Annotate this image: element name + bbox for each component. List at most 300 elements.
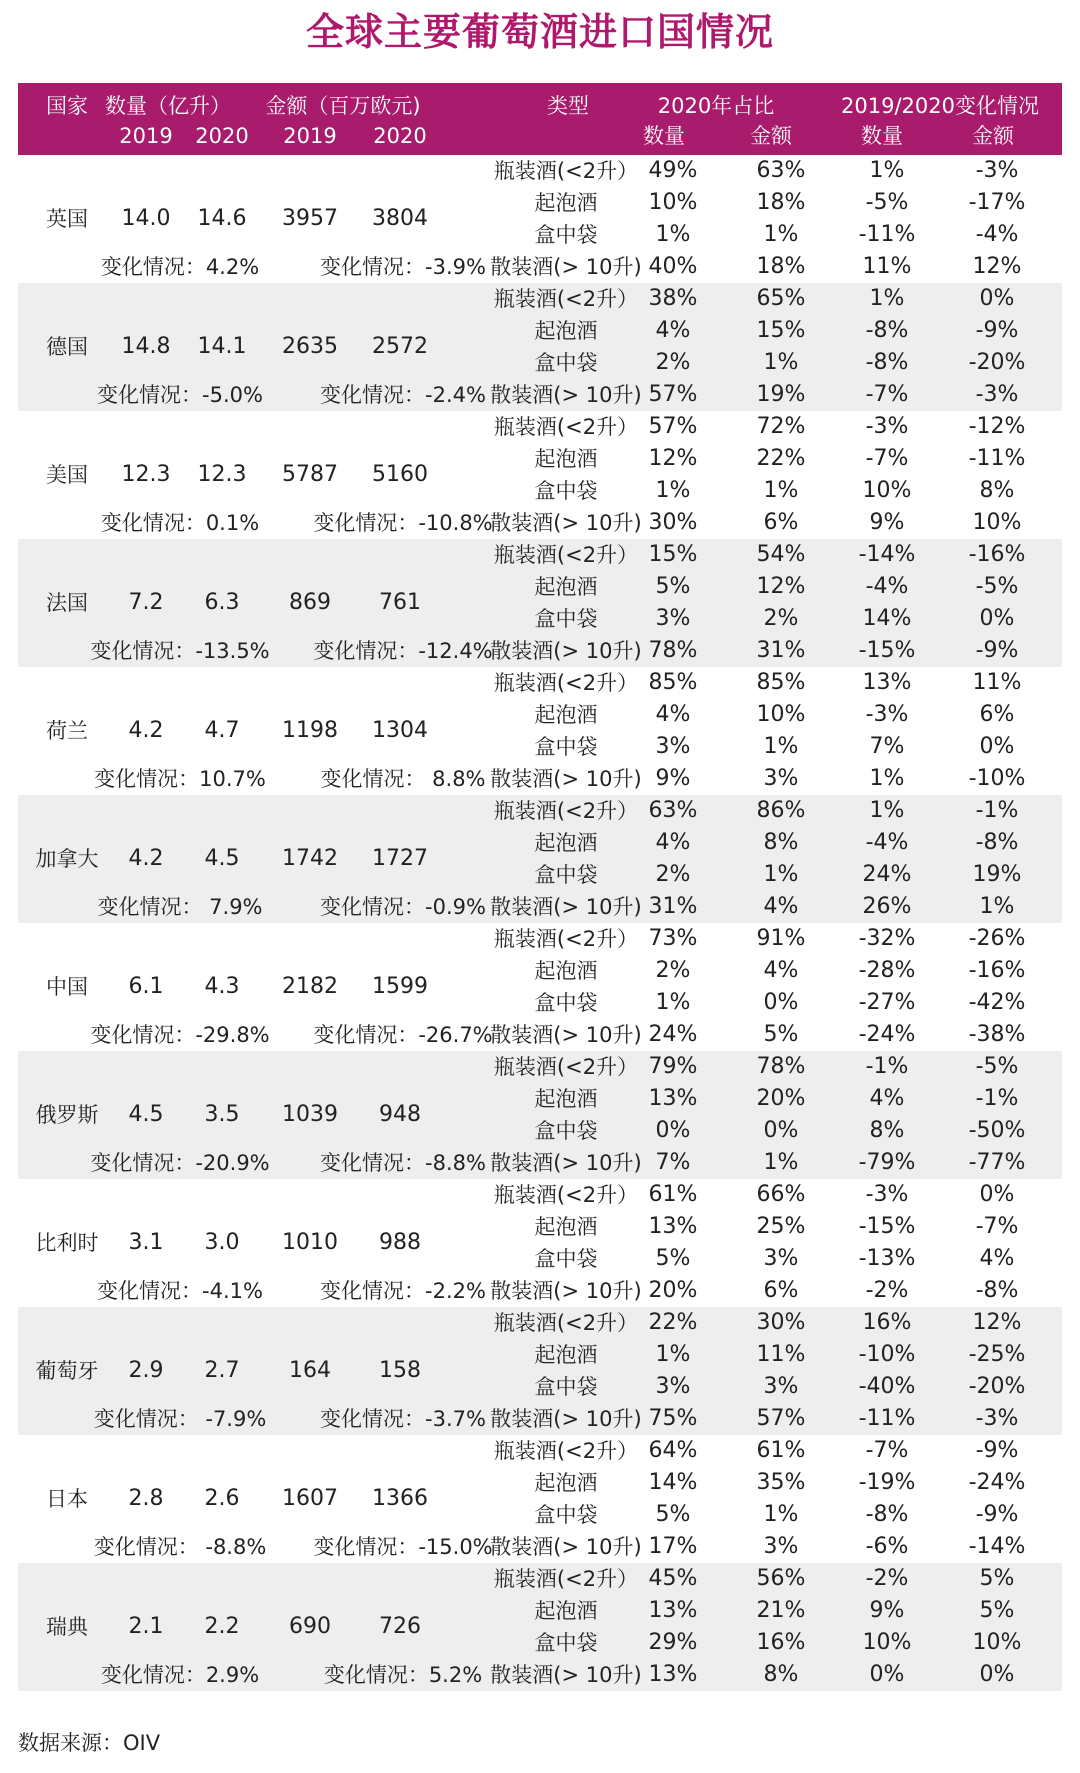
- country-name: 德国: [46, 335, 88, 359]
- wine-type: 起泡酒: [534, 1087, 598, 1111]
- volume-2019: 3.1: [128, 1230, 164, 1255]
- share-value: 3%: [763, 766, 799, 791]
- header-type: 类型: [547, 94, 589, 118]
- change-volume: -3%: [865, 1182, 909, 1207]
- change-value: -4%: [975, 222, 1019, 247]
- volume-change: 变化情况：-13.5%: [90, 639, 270, 663]
- share-volume: 14%: [648, 1470, 698, 1495]
- wine-type: 盒中袋: [534, 1503, 598, 1527]
- change-value: -24%: [968, 1470, 1026, 1495]
- share-volume: 13%: [648, 1662, 698, 1687]
- change-value: -9%: [975, 1438, 1019, 1463]
- share-value: 61%: [756, 1438, 806, 1463]
- value-2019: 2182: [282, 974, 338, 999]
- change-value: 19%: [972, 862, 1022, 887]
- table-body: [18, 155, 1062, 1691]
- share-volume: 63%: [648, 798, 698, 823]
- country-block: [18, 155, 1062, 283]
- share-value: 5%: [763, 1022, 799, 1047]
- share-volume: 5%: [655, 1246, 691, 1271]
- change-value: -16%: [968, 542, 1026, 567]
- country-name: 比利时: [35, 1231, 99, 1255]
- wine-type: 散装酒(> 10升): [490, 767, 642, 791]
- share-volume: 30%: [648, 510, 698, 535]
- header-value-2020: 2020: [373, 124, 427, 148]
- change-volume: 10%: [862, 1630, 912, 1655]
- change-value: -9%: [975, 1502, 1019, 1527]
- change-value: -16%: [968, 958, 1026, 983]
- share-value: 65%: [756, 286, 806, 311]
- wine-type: 起泡酒: [534, 319, 598, 343]
- wine-type: 瓶装酒(<2升）: [493, 927, 639, 951]
- share-volume: 17%: [648, 1534, 698, 1559]
- share-value: 16%: [756, 1630, 806, 1655]
- wine-type: 瓶装酒(<2升）: [493, 1055, 639, 1079]
- change-volume: -8%: [865, 318, 909, 343]
- wine-type: 散装酒(> 10升): [490, 1151, 642, 1175]
- change-value: -3%: [975, 158, 1019, 183]
- change-value: 0%: [979, 606, 1015, 631]
- change-volume: 0%: [869, 1662, 905, 1687]
- country-name: 瑞典: [46, 1615, 88, 1639]
- volume-2020: 2.2: [204, 1614, 240, 1639]
- value-2020: 158: [379, 1358, 421, 1383]
- change-value: 12%: [972, 1310, 1022, 1335]
- value-2020: 5160: [372, 462, 428, 487]
- share-value: 21%: [756, 1598, 806, 1623]
- value-2020: 3804: [372, 206, 428, 231]
- change-volume: -2%: [865, 1278, 909, 1303]
- change-volume: 13%: [862, 670, 912, 695]
- change-volume: 4%: [869, 1086, 905, 1111]
- share-volume: 75%: [648, 1406, 698, 1431]
- change-volume: -28%: [858, 958, 916, 983]
- header-share-value: 金额: [750, 124, 792, 148]
- volume-change: 变化情况： 7.9%: [97, 895, 263, 919]
- share-volume: 73%: [648, 926, 698, 951]
- share-value: 85%: [756, 670, 806, 695]
- change-value: 6%: [979, 702, 1015, 727]
- volume-2020: 4.7: [204, 718, 240, 743]
- share-volume: 13%: [648, 1086, 698, 1111]
- wine-type: 散装酒(> 10升): [490, 511, 642, 535]
- share-volume: 13%: [648, 1214, 698, 1239]
- wine-type: 瓶装酒(<2升）: [493, 1183, 639, 1207]
- value-2020: 761: [379, 590, 421, 615]
- share-value: 8%: [763, 1662, 799, 1687]
- share-volume: 40%: [648, 254, 698, 279]
- share-value: 8%: [763, 830, 799, 855]
- change-volume: -19%: [858, 1470, 916, 1495]
- share-volume: 0%: [655, 1118, 691, 1143]
- value-change: 变化情况：-12.4%: [313, 639, 493, 663]
- value-2019: 2635: [282, 334, 338, 359]
- value-change: 变化情况：-26.7%: [313, 1023, 493, 1047]
- share-volume: 61%: [648, 1182, 698, 1207]
- wine-type: 散装酒(> 10升): [490, 1663, 642, 1687]
- change-value: 0%: [979, 1662, 1015, 1687]
- value-2020: 2572: [372, 334, 428, 359]
- header-value: 金额（百万欧元): [265, 94, 421, 118]
- change-volume: 9%: [869, 510, 905, 535]
- wine-type: 起泡酒: [534, 831, 598, 855]
- country-name: 荷兰: [46, 719, 88, 743]
- share-value: 11%: [756, 1342, 806, 1367]
- share-value: 20%: [756, 1086, 806, 1111]
- change-volume: 9%: [869, 1598, 905, 1623]
- share-volume: 4%: [655, 702, 691, 727]
- volume-change: 变化情况：0.1%: [100, 511, 260, 535]
- page-title: 全球主要葡萄酒进口国情况: [305, 10, 774, 54]
- change-volume: 10%: [862, 478, 912, 503]
- wine-type: 瓶装酒(<2升）: [493, 543, 639, 567]
- change-value: -9%: [975, 318, 1019, 343]
- volume-2020: 3.5: [204, 1102, 240, 1127]
- volume-change: 变化情况：-5.0%: [97, 383, 263, 407]
- share-value: 57%: [756, 1406, 806, 1431]
- change-volume: -7%: [865, 1438, 909, 1463]
- change-volume: -8%: [865, 1502, 909, 1527]
- wine-type: 散装酒(> 10升): [490, 1023, 642, 1047]
- volume-2020: 12.3: [197, 462, 247, 487]
- share-volume: 57%: [648, 382, 698, 407]
- volume-2020: 6.3: [204, 590, 240, 615]
- value-2019: 5787: [282, 462, 338, 487]
- value-change: 变化情况：-2.4%: [320, 383, 486, 407]
- change-value: -8%: [975, 830, 1019, 855]
- volume-2019: 2.9: [128, 1358, 164, 1383]
- country-block: [18, 411, 1062, 539]
- change-volume: 1%: [869, 798, 905, 823]
- share-volume: 10%: [648, 190, 698, 215]
- share-value: 18%: [756, 190, 806, 215]
- change-value: -50%: [968, 1118, 1026, 1143]
- wine-type: 散装酒(> 10升): [490, 255, 642, 279]
- share-value: 12%: [756, 574, 806, 599]
- header-change-value: 金额: [972, 124, 1014, 148]
- value-change: 变化情况：-10.8%: [313, 511, 493, 535]
- country-name: 日本: [46, 1487, 88, 1511]
- value-2020: 948: [379, 1102, 421, 1127]
- change-value: 11%: [972, 670, 1022, 695]
- change-value: -8%: [975, 1278, 1019, 1303]
- volume-change: 变化情况：4.2%: [100, 255, 260, 279]
- change-volume: 1%: [869, 766, 905, 791]
- change-value: 5%: [979, 1598, 1015, 1623]
- share-value: 1%: [763, 350, 799, 375]
- volume-2020: 3.0: [204, 1230, 240, 1255]
- value-2019: 3957: [282, 206, 338, 231]
- change-volume: 1%: [869, 286, 905, 311]
- share-volume: 7%: [655, 1150, 691, 1175]
- country-block: [18, 1179, 1062, 1307]
- country-block: [18, 1435, 1062, 1563]
- share-volume: 5%: [655, 574, 691, 599]
- share-volume: 3%: [655, 1374, 691, 1399]
- wine-type: 起泡酒: [534, 1471, 598, 1495]
- share-value: 54%: [756, 542, 806, 567]
- change-value: -7%: [975, 1214, 1019, 1239]
- change-value: -25%: [968, 1342, 1026, 1367]
- change-volume: 16%: [862, 1310, 912, 1335]
- share-volume: 2%: [655, 350, 691, 375]
- share-volume: 9%: [655, 766, 691, 791]
- change-volume: -4%: [865, 574, 909, 599]
- change-volume: -3%: [865, 702, 909, 727]
- change-volume: -24%: [858, 1022, 916, 1047]
- share-value: 35%: [756, 1470, 806, 1495]
- change-volume: -8%: [865, 350, 909, 375]
- country-name: 葡萄牙: [35, 1359, 99, 1383]
- share-volume: 20%: [648, 1278, 698, 1303]
- change-volume: -15%: [858, 638, 916, 663]
- change-value: 1%: [979, 894, 1015, 919]
- share-value: 91%: [756, 926, 806, 951]
- volume-2020: 14.6: [197, 206, 247, 231]
- volume-change: 变化情况：-20.9%: [90, 1151, 270, 1175]
- change-volume: -7%: [865, 382, 909, 407]
- change-value: -3%: [975, 1406, 1019, 1431]
- change-volume: -3%: [865, 414, 909, 439]
- value-2020: 1304: [372, 718, 428, 743]
- share-value: 4%: [763, 894, 799, 919]
- change-volume: -11%: [858, 222, 916, 247]
- wine-type: 瓶装酒(<2升）: [493, 287, 639, 311]
- change-volume: -15%: [858, 1214, 916, 1239]
- change-volume: 8%: [869, 1118, 905, 1143]
- share-volume: 1%: [655, 1342, 691, 1367]
- value-2019: 690: [289, 1614, 331, 1639]
- volume-2019: 12.3: [121, 462, 171, 487]
- share-volume: 2%: [655, 958, 691, 983]
- wine-type: 散装酒(> 10升): [490, 1535, 642, 1559]
- country-name: 美国: [46, 463, 88, 487]
- wine-type: 盒中袋: [534, 607, 598, 631]
- volume-2019: 4.2: [128, 846, 164, 871]
- share-volume: 1%: [655, 990, 691, 1015]
- change-value: 5%: [979, 1566, 1015, 1591]
- value-2020: 726: [379, 1614, 421, 1639]
- change-volume: -40%: [858, 1374, 916, 1399]
- change-value: -38%: [968, 1022, 1026, 1047]
- change-value: -42%: [968, 990, 1026, 1015]
- change-value: 0%: [979, 286, 1015, 311]
- share-value: 66%: [756, 1182, 806, 1207]
- share-value: 1%: [763, 478, 799, 503]
- wine-type: 盒中袋: [534, 863, 598, 887]
- wine-type: 起泡酒: [534, 703, 598, 727]
- volume-change: 变化情况：-29.8%: [90, 1023, 270, 1047]
- country-name: 加拿大: [35, 847, 99, 871]
- share-volume: 13%: [648, 1598, 698, 1623]
- share-volume: 57%: [648, 414, 698, 439]
- header-volume-2020: 2020: [195, 124, 249, 148]
- share-value: 25%: [756, 1214, 806, 1239]
- wine-type: 散装酒(> 10升): [490, 895, 642, 919]
- change-volume: -13%: [858, 1246, 916, 1271]
- wine-type: 散装酒(> 10升): [490, 1279, 642, 1303]
- wine-type: 瓶装酒(<2升）: [493, 1311, 639, 1335]
- change-value: -77%: [968, 1150, 1026, 1175]
- value-2019: 164: [289, 1358, 331, 1383]
- change-value: -20%: [968, 1374, 1026, 1399]
- share-value: 3%: [763, 1246, 799, 1271]
- change-value: -9%: [975, 638, 1019, 663]
- wine-type: 散装酒(> 10升): [490, 639, 642, 663]
- volume-2019: 2.1: [128, 1614, 164, 1639]
- wine-type: 盒中袋: [534, 479, 598, 503]
- country-block: [18, 923, 1062, 1051]
- share-volume: 5%: [655, 1502, 691, 1527]
- wine-type: 盒中袋: [534, 351, 598, 375]
- share-value: 86%: [756, 798, 806, 823]
- value-change: 变化情况：-0.9%: [320, 895, 486, 919]
- value-2019: 869: [289, 590, 331, 615]
- header-share: 2020年占比: [657, 94, 775, 118]
- share-volume: 1%: [655, 478, 691, 503]
- share-value: 31%: [756, 638, 806, 663]
- share-volume: 3%: [655, 734, 691, 759]
- value-2019: 1198: [282, 718, 338, 743]
- wine-type: 散装酒(> 10升): [490, 1407, 642, 1431]
- volume-2020: 14.1: [197, 334, 247, 359]
- wine-type: 起泡酒: [534, 959, 598, 983]
- value-2019: 1742: [282, 846, 338, 871]
- share-volume: 29%: [648, 1630, 698, 1655]
- change-volume: 11%: [862, 254, 912, 279]
- change-volume: 7%: [869, 734, 905, 759]
- change-value: 0%: [979, 1182, 1015, 1207]
- share-value: 63%: [756, 158, 806, 183]
- volume-change: 变化情况：10.7%: [94, 767, 266, 791]
- share-value: 10%: [756, 702, 806, 727]
- share-value: 30%: [756, 1310, 806, 1335]
- wine-type: 盒中袋: [534, 1119, 598, 1143]
- value-change: 变化情况：-3.7%: [320, 1407, 486, 1431]
- change-value: -14%: [968, 1534, 1026, 1559]
- value-change: 变化情况：-3.9%: [320, 255, 486, 279]
- volume-2020: 2.6: [204, 1486, 240, 1511]
- share-volume: 12%: [648, 446, 698, 471]
- share-volume: 38%: [648, 286, 698, 311]
- share-volume: 78%: [648, 638, 698, 663]
- country-block: [18, 1307, 1062, 1435]
- share-value: 1%: [763, 1502, 799, 1527]
- wine-type: 瓶装酒(<2升）: [493, 799, 639, 823]
- share-volume: 85%: [648, 670, 698, 695]
- volume-2019: 6.1: [128, 974, 164, 999]
- change-volume: -1%: [865, 1054, 909, 1079]
- change-volume: -5%: [865, 190, 909, 215]
- share-volume: 79%: [648, 1054, 698, 1079]
- wine-type: 盒中袋: [534, 735, 598, 759]
- change-volume: -27%: [858, 990, 916, 1015]
- share-volume: 1%: [655, 222, 691, 247]
- share-value: 1%: [763, 734, 799, 759]
- volume-2019: 4.5: [128, 1102, 164, 1127]
- change-value: 0%: [979, 734, 1015, 759]
- change-value: -5%: [975, 574, 1019, 599]
- share-value: 1%: [763, 1150, 799, 1175]
- change-value: -11%: [968, 446, 1026, 471]
- volume-2019: 14.0: [121, 206, 171, 231]
- share-value: 3%: [763, 1534, 799, 1559]
- wine-type: 瓶装酒(<2升）: [493, 415, 639, 439]
- change-value: -5%: [975, 1054, 1019, 1079]
- change-value: -10%: [968, 766, 1026, 791]
- volume-2019: 14.8: [121, 334, 171, 359]
- wine-type: 盒中袋: [534, 1631, 598, 1655]
- header-change: 2019/2020变化情况: [841, 94, 1039, 118]
- share-value: 18%: [756, 254, 806, 279]
- change-value: 10%: [972, 510, 1022, 535]
- volume-change: 变化情况：2.9%: [100, 1663, 260, 1687]
- wine-type: 瓶装酒(<2升）: [493, 1567, 639, 1591]
- share-value: 15%: [756, 318, 806, 343]
- change-volume: -79%: [858, 1150, 916, 1175]
- wine-type: 盒中袋: [534, 991, 598, 1015]
- change-value: -12%: [968, 414, 1026, 439]
- share-volume: 24%: [648, 1022, 698, 1047]
- wine-type: 散装酒(> 10升): [490, 383, 642, 407]
- wine-type: 盒中袋: [534, 1247, 598, 1271]
- change-volume: -14%: [858, 542, 916, 567]
- value-change: 变化情况： 8.8%: [320, 767, 486, 791]
- value-2020: 1366: [372, 1486, 428, 1511]
- share-volume: 4%: [655, 318, 691, 343]
- change-volume: -6%: [865, 1534, 909, 1559]
- share-volume: 2%: [655, 862, 691, 887]
- wine-type: 起泡酒: [534, 447, 598, 471]
- header-country: 国家: [46, 94, 88, 118]
- share-volume: 64%: [648, 1438, 698, 1463]
- wine-type: 盒中袋: [534, 223, 598, 247]
- change-volume: 1%: [869, 158, 905, 183]
- change-volume: 26%: [862, 894, 912, 919]
- share-value: 3%: [763, 1374, 799, 1399]
- change-value: -1%: [975, 798, 1019, 823]
- volume-2019: 2.8: [128, 1486, 164, 1511]
- share-value: 22%: [756, 446, 806, 471]
- value-change: 变化情况：-8.8%: [320, 1151, 486, 1175]
- change-volume: -32%: [858, 926, 916, 951]
- change-volume: -10%: [858, 1342, 916, 1367]
- share-volume: 49%: [648, 158, 698, 183]
- share-value: 19%: [756, 382, 806, 407]
- share-value: 0%: [763, 1118, 799, 1143]
- change-value: 10%: [972, 1630, 1022, 1655]
- volume-change: 变化情况： -8.8%: [93, 1535, 267, 1559]
- share-volume: 3%: [655, 606, 691, 631]
- change-volume: 24%: [862, 862, 912, 887]
- header-volume-2019: 2019: [119, 124, 173, 148]
- volume-2019: 4.2: [128, 718, 164, 743]
- share-value: 6%: [763, 1278, 799, 1303]
- share-volume: 31%: [648, 894, 698, 919]
- share-value: 1%: [763, 222, 799, 247]
- share-value: 4%: [763, 958, 799, 983]
- country-name: 中国: [46, 975, 88, 999]
- wine-type: 瓶装酒(<2升）: [493, 671, 639, 695]
- value-change: 变化情况：5.2%: [323, 1663, 483, 1687]
- volume-2019: 7.2: [128, 590, 164, 615]
- country-block: [18, 795, 1062, 923]
- country-name: 英国: [46, 207, 88, 231]
- country-block: [18, 283, 1062, 411]
- header-volume: 数量（亿升）: [105, 94, 231, 118]
- change-value: -3%: [975, 382, 1019, 407]
- value-2020: 1599: [372, 974, 428, 999]
